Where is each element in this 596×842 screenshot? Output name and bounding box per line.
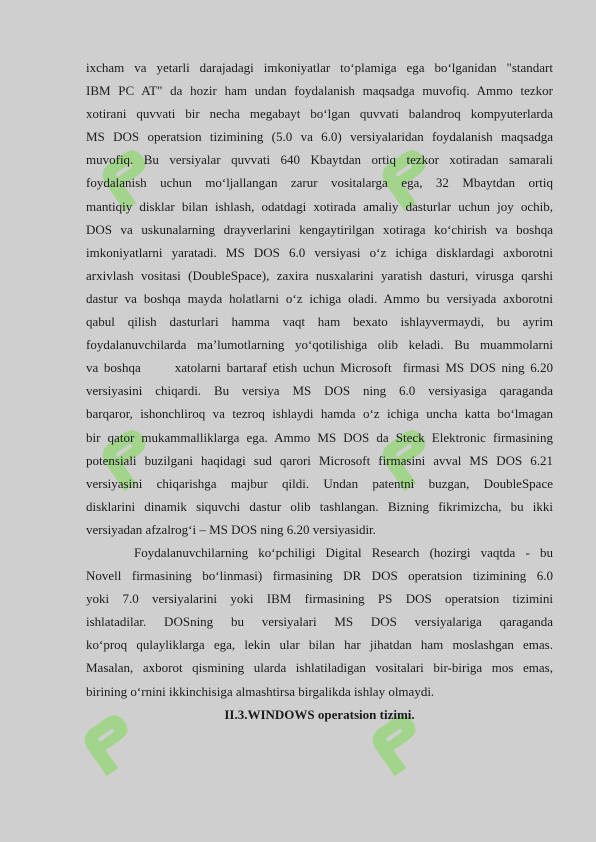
text-line: ko‘proq qulayliklarga ega, lekin ular bilan har jihatdan ham moslashgan emas. <box>86 637 553 653</box>
text-line: arxivlash vositasi (DoubleSpace), zaxira nusxalarini yaratish dasturi, virusga qarshi <box>86 267 553 283</box>
text-line: dastur va boshqa mayda holatlarni o‘z ichiga oladi. Ammo bu versiyada axborotni <box>86 290 553 306</box>
text-line: yoki 7.0 versiyalarini yoki IBM firmasining PS DOS operatsion tizimini <box>86 591 553 607</box>
text-line: Foydalanuvchilarning ko‘pchiligi Digital Research (hozirgi vaqtda - bu <box>134 544 553 560</box>
text-line: disklarini dinamik siquvchi dastur olib tashlangan. Bizning fikrimizcha, bu ikki <box>86 498 553 514</box>
text-line: versiyasini chiqardi. Bu versiya MS DOS ning 6.0 versiyasiga qaraganda <box>86 383 553 399</box>
text-line: barqaror, ishonchliroq va tezroq ishlaydi hamda o‘z ichiga uncha katta bo‘lmagan <box>86 406 553 422</box>
text-line: birining o‘rnini ikkinchisiga almashtirsa birgalikda ishlay olmaydi. <box>86 683 435 699</box>
body-text <box>86 56 553 726</box>
text-line: IBM PC AT" da hozir ham undan foydalanish maqsadga muvofiq. Ammo tezkor <box>86 83 553 99</box>
text-line: Novell firmasining bo‘linmasi) firmasining DR DOS operatsion tizimining 6.0 <box>86 568 553 584</box>
text-line: DOS va uskunalarning drayverlarini kengaytirilgan xotiraga ko‘chirish va boshqa <box>86 221 553 237</box>
text-line: potensiali buzilgani haqidagi sud qarori Microsoft firmasini avval MS DOS 6.21 <box>86 452 553 468</box>
text-line: versiyadan afzalrog‘i – MS DOS ning 6.20 versiyasidir. <box>86 521 376 537</box>
text-line: mantiqiy disklar bilan ishlash, odatdagi xotirada amaliy dasturlar uchun joy ochib, <box>86 198 553 214</box>
text-line: xotirani quvvati bir necha megabayt bo‘lgan quvvati balandroq kompyuterlarda <box>86 106 553 122</box>
text-line: foydalanuvchilarda ma’lumotlarning yo‘qotilishiga olib keladi. Bu muammolarni <box>86 337 553 353</box>
text-line: Masalan, axborot qismining ularda ishlatiladigan vositalari bir-biriga mos emas, <box>86 660 553 676</box>
text-line: MS DOS operatsion tizimining (5.0 va 6.0) versiyalaridan foydalanish maqsadga <box>86 129 553 145</box>
text-line: ishlatadilar. DOSning bu versiyalari MS DOS versiyalariga qaraganda <box>86 614 553 630</box>
text-line: va boshqa xatolarni bartaraf etish uchun Microsoft firmasi MS DOS ning 6.20 <box>86 360 553 376</box>
section-heading: II.3.WINDOWS operatsion tizimi. <box>224 706 415 722</box>
text-line: versiyasini chiqarishga majbur qildi. Undan patentni buzgan, DoubleSpace <box>86 475 553 491</box>
text-line: muvofiq. Bu versiyalar quvvati 640 Kbaytdan ortiq tezkor xotiradan samarali <box>86 152 553 168</box>
text-line: qabul qilish dasturlari hamma vaqt ham bexato ishlayvermaydi, bu ayrim <box>86 314 553 330</box>
text-line: bir qator mukammalliklarga ega. Ammo MS DOS da Steck Elektronic firmasining <box>86 429 553 445</box>
text-line: imkoniyatlarni yaratadi. MS DOS 6.0 versiyasi o‘z ichiga disklardagi axborotni <box>86 244 553 260</box>
text-line: foydalanish uchun mo‘ljallangan zarur vositalarga ega, 32 Mbaytdan ortiq <box>86 175 553 191</box>
text-line: ixcham va yetarli darajadagi imkoniyatlar to‘plamiga ega bo‘lganidan "standart <box>86 60 553 75</box>
